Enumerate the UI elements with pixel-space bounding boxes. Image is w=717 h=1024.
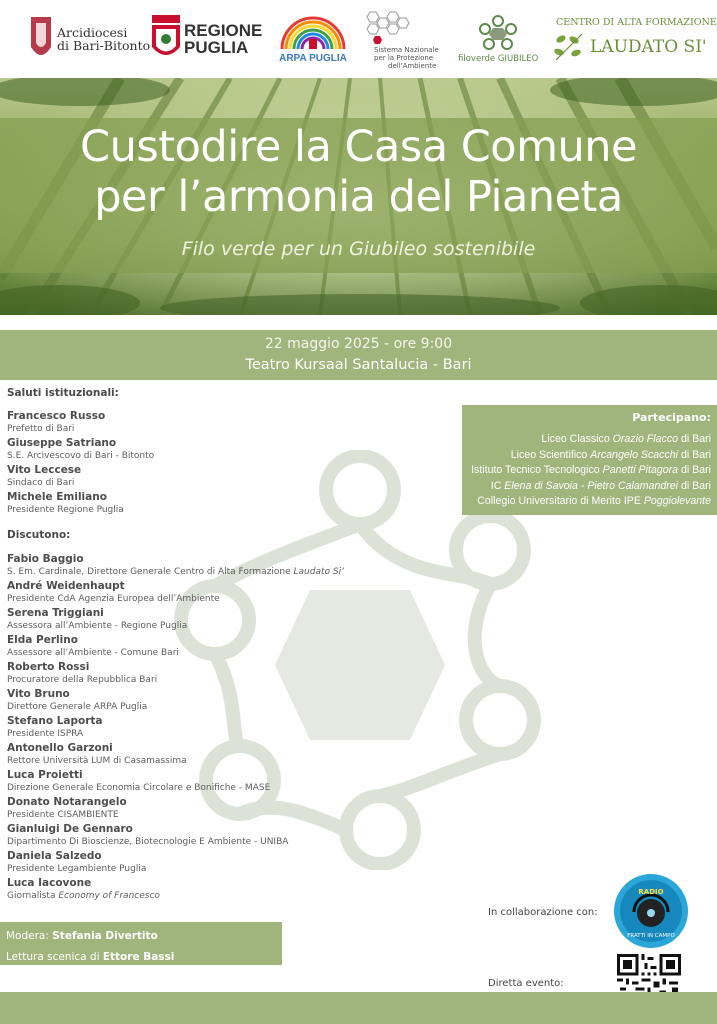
event-title-line2: per l’armonia del Pianeta [94, 172, 623, 222]
arpa-label: ARPA PUGLIA [279, 52, 347, 64]
svg-text:Sistema Nazionale: Sistema Nazionale [374, 46, 439, 54]
partecipano-box [462, 405, 717, 515]
laudato-line2: LAUDATO SI' [590, 36, 707, 57]
person-name: Serena Triggiani [7, 607, 104, 619]
giubileo-label: filoverde GIUBILEO [458, 54, 539, 64]
footer-bar [0, 992, 717, 1024]
person-entry [7, 822, 344, 849]
person-role: Presidente ISPRA [7, 729, 84, 739]
discutono-section [7, 529, 70, 541]
person-role: Direttore Generale ARPA Puglia [7, 702, 148, 712]
person-role: Procuratore della Repubblica Bari [7, 675, 158, 685]
saluti-people [7, 409, 154, 517]
person-name: Antonello Garzoni [7, 742, 113, 754]
person-entry [7, 436, 154, 463]
school-item: IC Elena di Savoia - Pietro Calamandrei di Bari [490, 479, 711, 492]
person-entry [7, 849, 344, 876]
saluti-heading: Saluti istituzionali: [7, 387, 119, 399]
person-name: Vito Leccese [7, 464, 82, 476]
regione-line2: PUGLIA [184, 38, 249, 57]
event-date: 22 maggio 2025 - ore 9:00 [264, 336, 453, 352]
school-item: Istituto Tecnico Tecnologico Panetti Pitagora di Bari [471, 464, 711, 476]
person-entry [7, 795, 344, 822]
person-name: Daniela Salzedo [7, 850, 102, 862]
collaboration-label: In collaborazione con: [488, 907, 598, 918]
person-entry [7, 633, 344, 660]
person-role: Presidente Regione Puglia [7, 505, 124, 515]
live-event-label: Diretta evento: [488, 978, 564, 989]
svg-text:FRATTI IN CAMPO: FRATTI IN CAMPO [627, 933, 675, 939]
svg-text:RADIO: RADIO [638, 888, 664, 896]
person-name: Stefano Laporta [7, 715, 103, 727]
person-name: Elda Perlino [7, 634, 78, 646]
person-role: S.E. Arcivescovo di Bari - Bitonto [7, 451, 155, 461]
flower-knot-icon [478, 14, 518, 52]
moderator-name: Stefania Divertito [52, 930, 158, 942]
event-title-line1: Custodire la Casa Comune [80, 122, 637, 172]
person-name: Luca Proietti [7, 769, 83, 781]
person-entry [7, 490, 154, 517]
event-venue: Teatro Kursaal Santalucia - Bari [245, 357, 472, 373]
person-entry [7, 552, 344, 579]
person-name: Giuseppe Satriano [7, 437, 117, 449]
person-role: Giornalista Economy of Francesco [7, 891, 160, 901]
regione-line1: REGIONE [184, 21, 263, 40]
school-item: Liceo Classico Orazio Flacco di Bari [541, 433, 711, 445]
person-role: Assessora all’Ambiente - Regione Puglia [7, 621, 188, 631]
person-name: Fabio Baggio [7, 553, 84, 565]
person-role: Presidente CISAMBIENTE [7, 810, 119, 820]
person-name: Gianluigi De Gennaro [7, 823, 133, 835]
shield-icon [150, 13, 182, 65]
partecipano-heading: Partecipano: [632, 411, 711, 424]
rainbow-icon [278, 15, 348, 51]
person-role: Dipartimento Di Bioscienze, Biotecnologie E Ambiente - UNIBA [7, 837, 289, 847]
person-role: Presidente CdA Agenzia Europea dell’Ambiente [7, 594, 220, 604]
person-entry [7, 876, 344, 903]
person-role: Sindaco di Bari [7, 478, 75, 488]
arpa-puglia-logo [278, 8, 348, 70]
person-name: Donato Notarangelo [7, 796, 127, 808]
person-name: Luca Iacovone [7, 877, 92, 889]
discutono-people [7, 552, 344, 903]
person-entry [7, 660, 344, 687]
person-entry [7, 409, 154, 436]
person-entry [7, 687, 344, 714]
person-entry [7, 606, 344, 633]
event-title [0, 122, 717, 222]
hero-banner [0, 78, 717, 315]
date-venue-bar [0, 330, 717, 380]
event-subtitle: Filo verde per un Giubileo sostenibile [181, 238, 536, 260]
discutono-heading: Discutono: [7, 529, 71, 541]
filoverde-giubileo-logo [458, 8, 538, 70]
arcidiocesi-line1: Arcidiocesi [57, 24, 128, 40]
person-entry [7, 741, 344, 768]
person-name: Roberto Rossi [7, 661, 90, 673]
person-role: Assessore all’Ambiente - Comune Bari [7, 648, 179, 658]
arcidiocesi-line2: di Bari-Bitonto [57, 38, 151, 53]
laudato-si-logo [552, 8, 717, 70]
leaves-icon [552, 32, 586, 62]
radio-frati-logo [612, 872, 690, 950]
logo-header [0, 0, 717, 78]
person-entry [7, 768, 344, 795]
moderator-box [0, 922, 282, 965]
saluti-section [7, 387, 119, 399]
school-item: Liceo Scientifico Arcangelo Scacchi di Bari [510, 448, 711, 461]
person-name: Francesco Russo [7, 410, 106, 422]
arcidiocesi-logo [28, 8, 150, 70]
moderator-line: Modera: Stefania Divertito [6, 930, 158, 942]
person-role: S. Em. Cardinale, Direttore Generale Centro di Alta Formazione Laudato Si’ [7, 567, 344, 577]
reader-name: Ettore Bassi [102, 951, 175, 963]
person-role: Presidente Legambiente Puglia [7, 864, 147, 874]
svg-text:per la Protezione: per la Protezione [374, 54, 434, 62]
person-name: Vito Bruno [7, 688, 70, 700]
school-item: Collegio Universitario di Merito IPE Poggiolevante [477, 495, 711, 507]
laudato-line1: CENTRO DI ALTA FORMAZIONE [556, 16, 717, 28]
person-name: Michele Emiliano [7, 491, 107, 503]
person-role: Direzione Generale Economia Circolare e Bonifiche - MASE [7, 783, 271, 793]
person-role: Prefetto di Bari [7, 424, 75, 434]
crest-icon [28, 13, 54, 65]
person-entry [7, 714, 344, 741]
person-role: Rettore Università LUM di Casamassima [7, 756, 187, 766]
regione-puglia-logo [150, 8, 262, 70]
person-entry [7, 579, 344, 606]
person-name: André Weidenhaupt [7, 580, 125, 592]
person-entry [7, 463, 154, 490]
svg-text:dell'Ambiente: dell'Ambiente [388, 62, 437, 70]
hexagons-icon [358, 8, 444, 70]
reading-line: Lettura scenica di Ettore Bassi [6, 951, 175, 963]
snpa-logo [358, 8, 444, 70]
